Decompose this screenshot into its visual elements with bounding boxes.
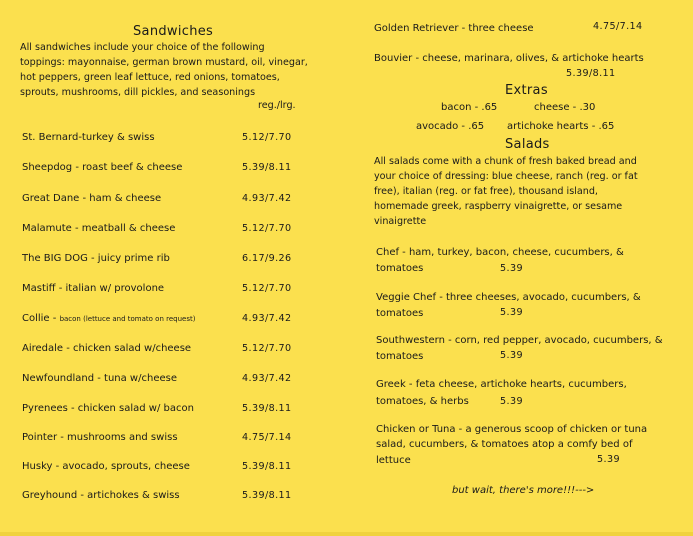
- salad-description: Veggie Chef - three cheeses, avocado, cucumbers, &: [376, 292, 641, 303]
- sandwich-price: 5.39/8.11: [242, 403, 292, 414]
- sandwich-name: St. Bernard-turkey & swiss: [22, 132, 155, 143]
- sandwich-name: Great Dane - ham & cheese: [22, 193, 162, 204]
- sandwiches-title: Sandwiches: [133, 24, 214, 39]
- sandwich-note: bacon (lettuce and tomato on request): [59, 315, 196, 323]
- salad-description: Chef - ham, turkey, bacon, cheese, cucumbers, &: [376, 247, 624, 258]
- sandwich-price: 4.93/7.42: [242, 313, 292, 324]
- size-header: reg./lrg.: [258, 100, 296, 111]
- sandwich-name: Newfoundland - tuna w/cheese: [22, 373, 177, 384]
- sandwich-price: 5.12/7.70: [242, 223, 292, 234]
- salad-description: salad, cucumbers, & tomatoes atop a comfy bed of: [376, 439, 633, 450]
- sandwich-name: Bouvier - cheese, marinara, olives, & artichoke hearts: [374, 53, 644, 64]
- sandwich-price: 4.93/7.42: [242, 193, 292, 204]
- sandwich-name: [22, 313, 195, 324]
- sandwiches-intro-line-1: All sandwiches include your choice of the following: [20, 42, 265, 53]
- sandwiches-intro-line-2: toppings: mayonnaise, german brown mustard, oil, vinegar,: [20, 57, 308, 68]
- salad-description: Greek - feta cheese, artichoke hearts, cucumbers,: [376, 379, 627, 390]
- sandwich-price: 5.39/8.11: [242, 461, 292, 472]
- extra-item: bacon - .65: [441, 102, 498, 113]
- sandwich-price: 4.93/7.42: [242, 373, 292, 384]
- sandwich-name: Mastiff - italian w/ provolone: [22, 283, 165, 294]
- salads-intro-line-1: All salads come with a chunk of fresh baked bread and: [374, 156, 637, 167]
- sandwich-name: The BIG DOG - juicy prime rib: [22, 253, 170, 264]
- salad-price: 5.39: [500, 263, 523, 274]
- sandwiches-intro-line-3: hot peppers, green leaf lettuce, red onions, tomatoes,: [20, 72, 280, 83]
- salads-intro-line-4: homemade greek, raspberry vinaigrette, or sesame: [374, 201, 623, 212]
- sandwich-price: 5.39/8.11: [242, 162, 292, 173]
- sandwich-name: Malamute - meatball & cheese: [22, 223, 176, 234]
- sandwich-name: Sheepdog - roast beef & cheese: [22, 162, 183, 173]
- salads-intro-line-5: vinaigrette: [374, 216, 427, 227]
- sandwich-price: 4.75/7.14: [593, 21, 643, 32]
- sandwich-name: Golden Retriever - three cheese: [374, 23, 534, 34]
- salad-description: tomatoes: [376, 308, 424, 319]
- salad-description: Chicken or Tuna - a generous scoop of chicken or tuna: [376, 424, 648, 435]
- salads-intro-line-3: free), italian (reg. or fat free), thousand island,: [374, 186, 598, 197]
- page-bottom-edge: [0, 532, 693, 536]
- salad-description: tomatoes: [376, 351, 424, 362]
- sandwich-price: 5.12/7.70: [242, 343, 292, 354]
- salads-title: Salads: [505, 137, 550, 152]
- sandwich-name: Airedale - chicken salad w/cheese: [22, 343, 192, 354]
- sandwich-name: Pointer - mushrooms and swiss: [22, 432, 178, 443]
- sandwich-name: Husky - avocado, sprouts, cheese: [22, 461, 190, 472]
- salad-description: tomatoes, & herbs: [376, 396, 469, 407]
- salad-description: tomatoes: [376, 263, 424, 274]
- sandwich-price: 5.39/8.11: [566, 68, 616, 79]
- sandwiches-intro-line-4: sprouts, mushrooms, dill pickles, and seasonings: [20, 87, 256, 98]
- sandwich-name: Greyhound - artichokes & swiss: [22, 490, 180, 501]
- sandwich-price: 5.39/8.11: [242, 490, 292, 501]
- salad-price: 5.39: [500, 350, 523, 361]
- sandwich-price: 6.17/9.26: [242, 253, 292, 264]
- salad-price: 5.39: [597, 454, 620, 465]
- extras-title: Extras: [505, 83, 548, 98]
- extra-item: artichoke hearts - .65: [507, 121, 615, 132]
- extra-item: avocado - .65: [416, 121, 485, 132]
- sandwich-price: 4.75/7.14: [242, 432, 292, 443]
- salads-intro-line-2: your choice of dressing: blue cheese, ranch (reg. or fat: [374, 171, 638, 182]
- sandwich-name-text: Collie -: [22, 313, 60, 324]
- sandwich-price: 5.12/7.70: [242, 283, 292, 294]
- sandwich-name: Pyrenees - chicken salad w/ bacon: [22, 403, 194, 414]
- sandwich-price: 5.12/7.70: [242, 132, 292, 143]
- salad-price: 5.39: [500, 396, 523, 407]
- salad-description: lettuce: [376, 455, 411, 466]
- more-footer-note: but wait, there's more!!!--->: [452, 485, 595, 496]
- extra-item: cheese - .30: [534, 102, 596, 113]
- salad-description: Southwestern - corn, red pepper, avocado, cucumbers, &: [376, 335, 663, 346]
- salad-price: 5.39: [500, 307, 523, 318]
